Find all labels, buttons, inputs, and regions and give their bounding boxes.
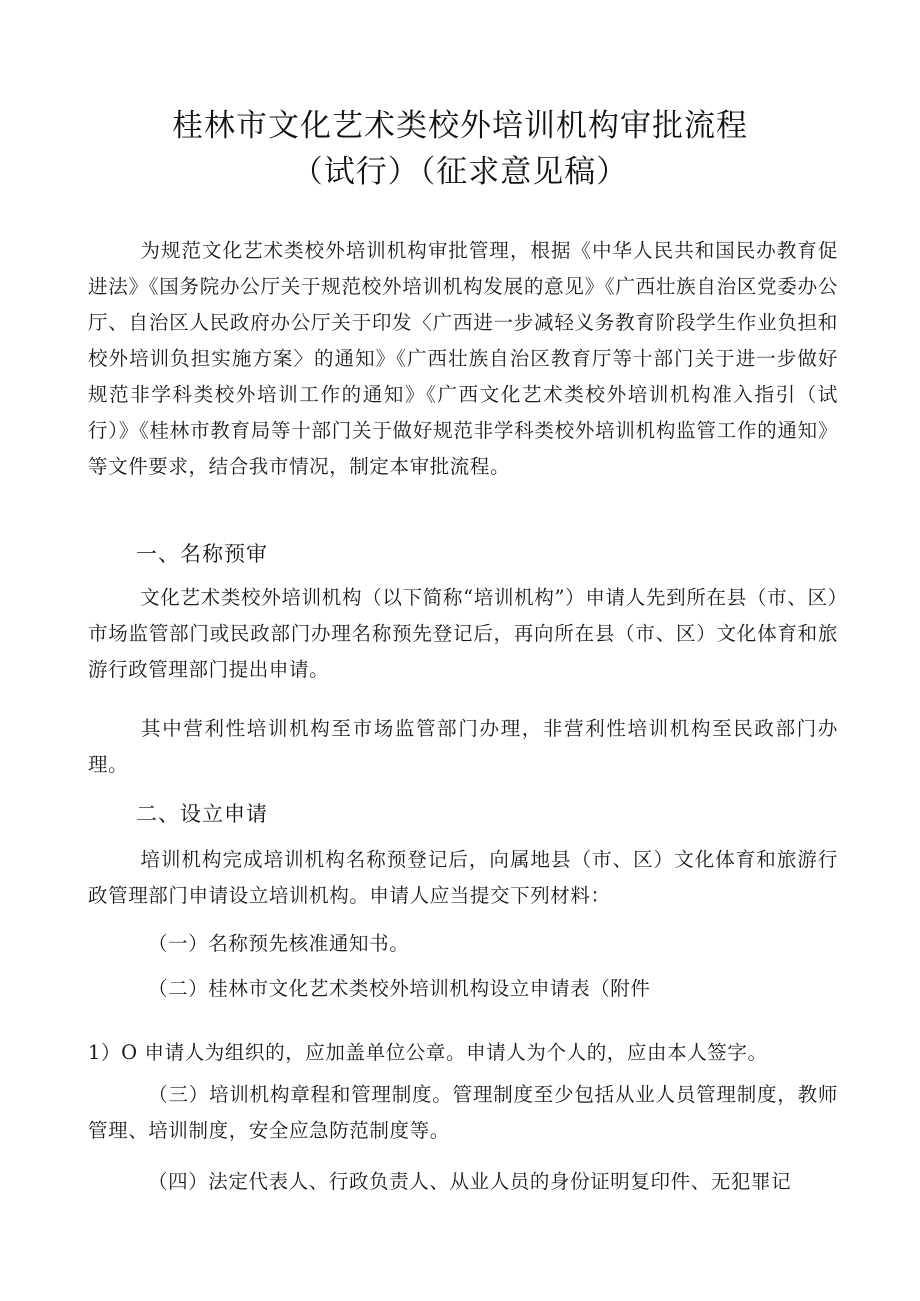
list-item-3-text: （三）培训机构章程和管理制度。管理制度至少包括从业人员管理制度，教师管理、培训制度，安全应急防范制度等。 — [88, 1083, 838, 1142]
document-subtitle: （试行）（征求意见稿） — [291, 154, 629, 190]
section1-heading: 一、名称预审 — [136, 542, 268, 566]
list-item-3 — [88, 1077, 838, 1149]
intro-paragraph — [88, 233, 838, 485]
list-item-2: （二）桂林市文化艺术类校外培训机构设立申请表（附件 — [148, 977, 651, 1000]
section1-p1-text: 文化艺术类校外培训机构（以下简称“培训机构”）申请人先到所在县（市、区）市场监管部门或民政部门办理名称预先登记后，再向所在县（市、区）文化体育和旅游行政管理部门提出申请。 — [88, 586, 838, 681]
section2-paragraph-1 — [88, 842, 838, 914]
list-item-2-continued: 1）O 申请人为组织的，应加盖单位公章。申请人为个人的，应由本人签字。 — [88, 1041, 768, 1064]
section1-paragraph-1 — [88, 580, 838, 688]
section1-paragraph-2 — [88, 711, 838, 783]
section2-p1-text: 培训机构完成培训机构名称预登记后，向属地县（市、区）文化体育和旅游行政管理部门申请设立培训机构。申请人应当提交下列材料： — [88, 848, 838, 907]
list-item-1: （一）名称预先核准通知书。 — [148, 932, 410, 955]
section2-heading: 二、设立申请 — [136, 802, 268, 826]
document-title: 桂林市文化艺术类校外培训机构审批流程 — [172, 108, 748, 144]
intro-text: 为规范文化艺术类校外培训机构审批管理，根据《中华人民共和国民办教育促进法》《国务院办公厅关于规范校外培训机构发展的意见》《广西壮族自治区党委办公厅、自治区人民政府办公厅关于印发〈广西进一步减轻义务教育阶段学生作业负担和校外培训负担实施方案〉的通知》《广西壮族自治区教育厅等十部门关于进一步做好规范非学科类校外培训工作的通知》《广西文化艺术类校外培训机构准入指引（试行）》《桂林市教育局等十部门关于做好规范非学科类校外培训机构监管工作的通知》等文件要求，结合我市情况，制定本审批流程。 — [88, 239, 838, 478]
section1-p2-text: 其中营利性培训机构至市场监管部门办理，非营利性培训机构至民政部门办理。 — [88, 717, 838, 776]
list-item-4: （四）法定代表人、行政负责人、从业人员的身份证明复印件、无犯罪记 — [148, 1170, 792, 1193]
